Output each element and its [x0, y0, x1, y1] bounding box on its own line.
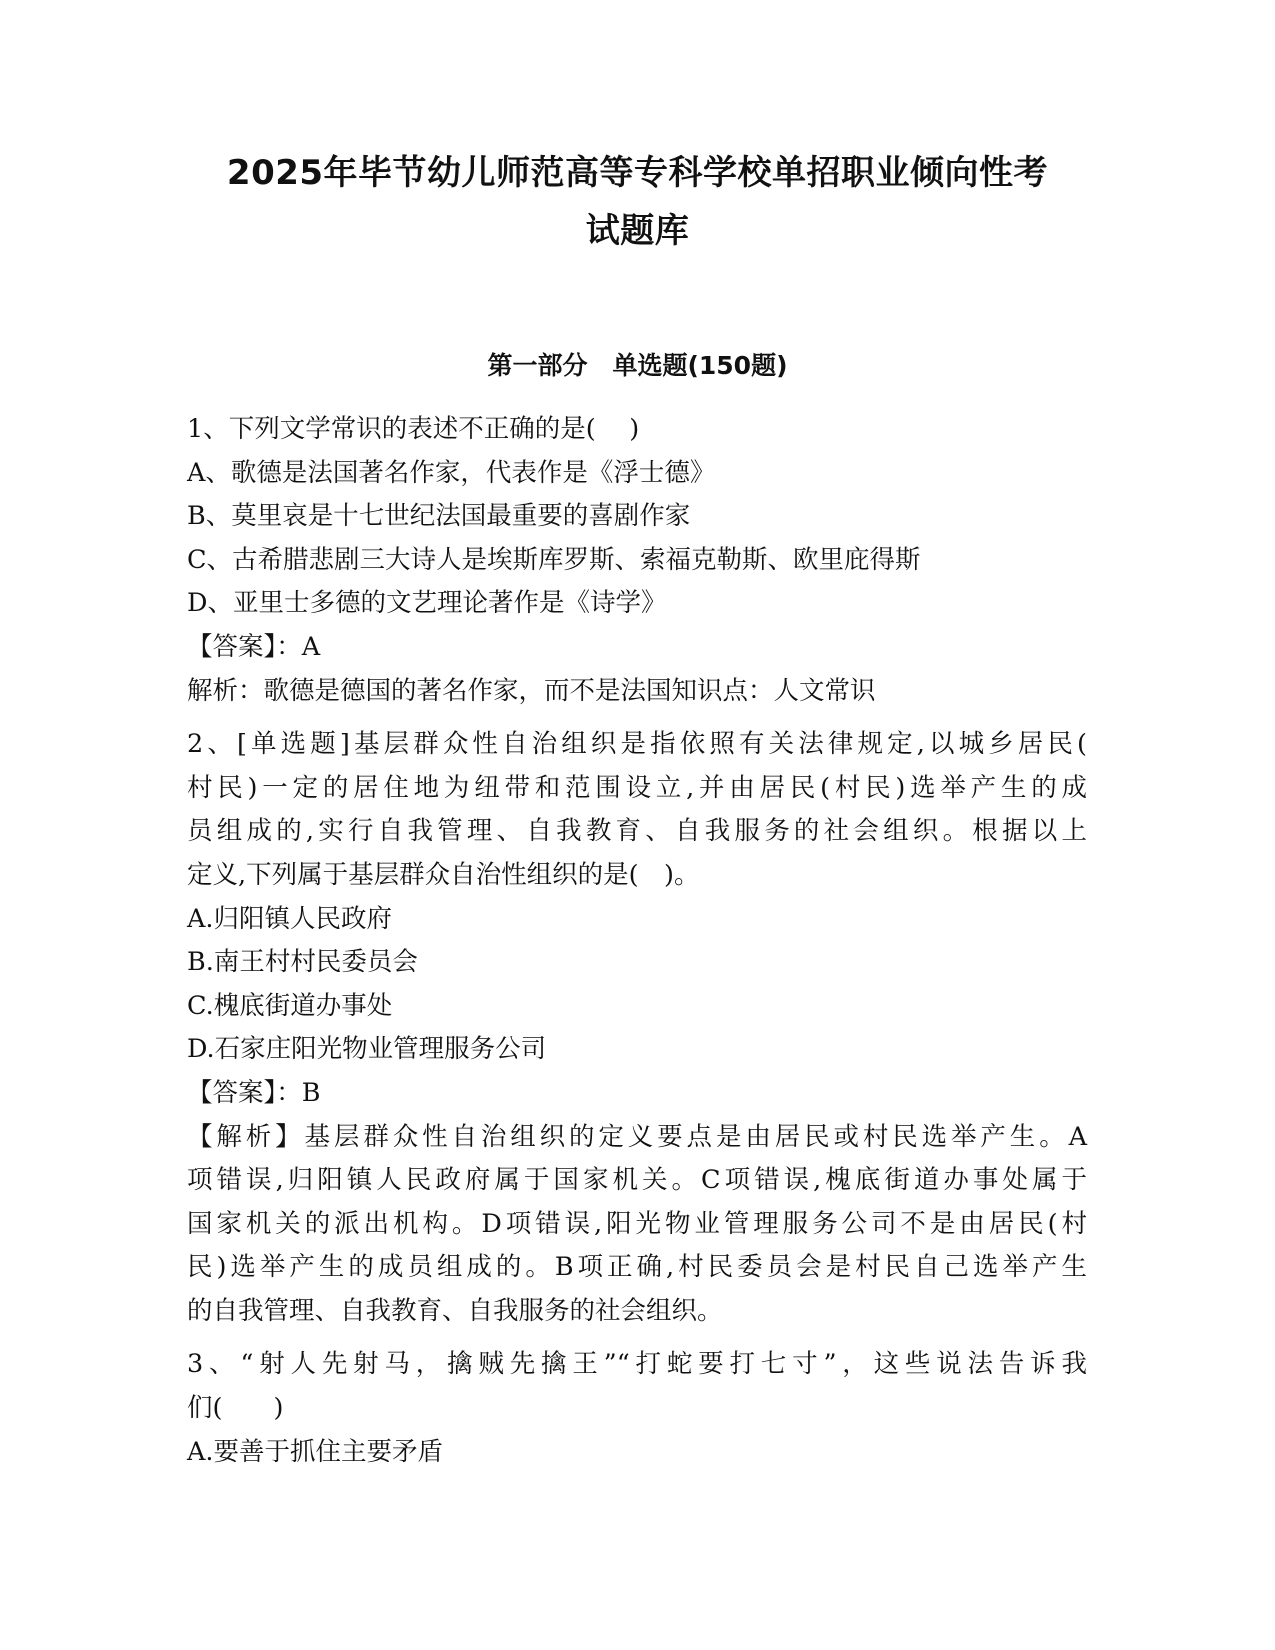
- question-2-analysis-line: 项错误,归阳镇人民政府属于国家机关。C项错误,槐底街道办事处属于: [187, 1165, 1087, 1196]
- question-1-option-a: A、歌德是法国著名作家，代表作是《浮士德》: [187, 457, 716, 488]
- document-title-line-2: 试题库: [585, 211, 690, 251]
- section-title: 第一部分 单选题(150题): [487, 351, 788, 380]
- question-gap: [187, 1333, 1087, 1343]
- question-1-analysis: 解析：歌德是德国的著名作家，而不是法国知识点：人文常识: [187, 675, 876, 706]
- document-title: [150, 144, 1125, 260]
- question-2-answer: 【答案】：B: [187, 1077, 321, 1108]
- question-1-stem: 1、下列文学常识的表述不正确的是( ): [187, 414, 640, 444]
- question-2-analysis-line: 的自我管理、自我教育、自我服务的社会组织。: [187, 1295, 723, 1326]
- question-3-option-a: A.要善于抓住主要矛盾: [187, 1436, 444, 1467]
- question-2-analysis-line: 国家机关的派出机构。D项错误,阳光物业管理服务公司不是由居民(村: [187, 1208, 1087, 1239]
- question-3: [187, 1343, 1087, 1474]
- question-1-answer: 【答案】：A: [187, 631, 321, 662]
- question-2-stem-line: 村民)一定的居住地为纽带和范围设立,并由居民(村民)选举产生的成: [187, 772, 1087, 803]
- question-1-option-b: B、莫里哀是十七世纪法国最重要的喜剧作家: [187, 501, 691, 532]
- question-2-option-a: A.归阳镇人民政府: [187, 903, 393, 934]
- question-2-option-b: B.南王村村民委员会: [187, 947, 418, 978]
- question-1: [187, 408, 1087, 713]
- document-title-line-1: 2025年毕节幼儿师范高等专科学校单招职业倾向性考: [226, 153, 1049, 193]
- question-2-option-c: C.槐底街道办事处: [187, 990, 393, 1021]
- question-gap: [187, 713, 1087, 723]
- question-2: [187, 723, 1087, 1333]
- question-1-option-c: C、古希腊悲剧三大诗人是埃斯库罗斯、索福克勒斯、欧里庇得斯: [187, 544, 921, 575]
- question-2-analysis-line: 【解析】基层群众性自治组织的定义要点是由居民或村民选举产生。A: [187, 1121, 1087, 1152]
- question-2-option-d: D.石家庄阳光物业管理服务公司: [187, 1034, 547, 1065]
- question-3-stem-line: 们( ): [187, 1393, 284, 1424]
- question-2-stem-line: 定义,下列属于基层群众自治性组织的是( )。: [187, 859, 700, 890]
- question-2-stem-line: 2、[单选题]基层群众性自治组织是指依照有关法律规定,以城乡居民(: [187, 729, 1087, 760]
- question-3-stem-line: 3、“射人先射马，擒贼先擒王”“打蛇要打七寸”，这些说法告诉我: [187, 1349, 1087, 1380]
- question-list: [187, 408, 1087, 1474]
- question-2-stem-line: 员组成的,实行自我管理、自我教育、自我服务的社会组织。根据以上: [187, 816, 1087, 847]
- question-1-option-d: D、亚里士多德的文艺理论著作是《诗学》: [187, 588, 667, 619]
- question-2-analysis-line: 民)选举产生的成员组成的。B项正确,村民委员会是村民自己选举产生: [187, 1252, 1087, 1283]
